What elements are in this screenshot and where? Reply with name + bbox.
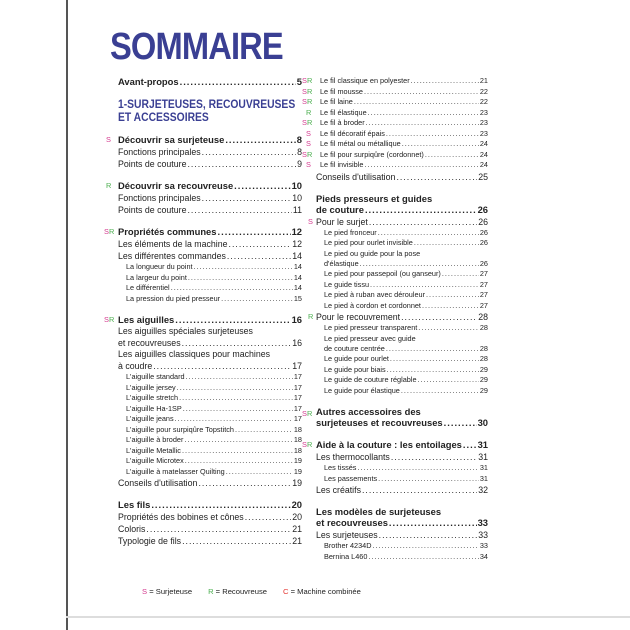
legend-item-recouvreuse: R = Recouvreuse [208,587,267,596]
toc-subentry[interactable]: Le pied à ruban avec dérouleur ..... 27 [316,290,488,301]
page-bottom-edge [66,616,630,618]
toc-subentry[interactable]: Bernina L460 ..... 34 [316,552,488,563]
tag-badge: SR [302,118,313,127]
toc-subentry[interactable]: S Le fil décoratif épais ..... 23 [316,129,488,140]
tag-badge: SR [302,76,313,85]
toc-entry[interactable]: Points de couture ..... 9 [118,158,302,170]
toc-entry[interactable]: et recouvreuses ..... 33 [316,517,488,529]
toc-subentry[interactable]: SR Le fil mousse ..... 22 [316,87,488,98]
toc-subentry[interactable]: Le pied pour ourlet invisible ..... 26 [316,238,488,249]
toc-subentry[interactable]: L'aiguille jersey ..... 17 [118,383,302,394]
toc-subentry[interactable]: SR Le fil classique en polyester ..... 21 [316,76,488,87]
toc-entry[interactable]: de couture ..... 26 [316,204,488,216]
tag-badge: S [306,139,311,148]
toc-subentry[interactable]: S Le fil métal ou métallique ..... 24 [316,139,488,150]
toc-entry[interactable]: Fonctions principales ..... 10 [118,192,302,204]
toc-entry[interactable]: Les éléments de la machine ..... 12 [118,238,302,250]
toc-subentry[interactable]: La pression du pied presseur ..... 15 [118,294,302,305]
tag-badge: SR [302,440,313,449]
toc-subentry[interactable]: SR Le fil laine ..... 22 [316,97,488,108]
toc-subentry[interactable]: L'aiguille Ha-1SP ..... 17 [118,404,302,415]
tag-badge: SR [302,409,313,418]
toc-subentry[interactable]: Le guide de couture réglable ..... 29 [316,375,488,386]
toc-entry-line: SR Autres accessoires des [302,406,421,418]
toc-entry[interactable]: S Pour le surjet ..... 26 [316,216,488,228]
toc-subentry[interactable]: L'aiguille pour surpiqûre Topstitch ..... 18 [118,425,302,436]
legend-item-surjeteuse: S = Surjeteuse [142,587,193,596]
toc-entry-line: Les modèles de surjeteuses [316,506,442,517]
tag-badge: R [106,181,112,190]
toc-subentry[interactable]: Le guide tissu ..... 27 [316,280,488,291]
toc-subentry[interactable]: de couture centrée ..... 28 [316,344,488,355]
toc-subentry[interactable]: d'élastique ..... 26 [316,259,488,270]
toc-entry[interactable]: SR Les aiguilles ..... 16 [118,314,302,326]
toc-entry-line: Les aiguilles spéciales surjeteuses [118,326,253,336]
toc-left-column [104,76,302,547]
tag-badge: S [306,128,311,138]
tag-badge: SR [302,97,313,106]
toc-entry[interactable]: surjeteuses et recouvreuses ..... 30 [316,417,488,429]
toc-entry[interactable]: Conseils d'utilisation ..... 25 [316,171,488,183]
toc-subentry[interactable]: La largeur du point ..... 14 [118,273,302,284]
toc-subentry[interactable]: Brother 4234D ..... 33 [316,541,488,552]
toc-entry-line: Le pied ou guide pour la pose [324,248,421,258]
toc-entry[interactable]: Les fils ..... 20 [118,499,302,511]
page-title: SOMMAIRE [110,26,283,68]
toc-subentry[interactable]: SR Le fil à broder ..... 23 [316,118,488,129]
tag-badge: R [308,312,314,321]
toc-subentry[interactable]: Le pied presseur transparent ..... 28 [316,323,488,334]
toc-entry[interactable]: SR Propriétés communes ..... 12 [118,226,302,238]
toc-entry[interactable]: Typologie de fils ..... 21 [118,535,302,547]
toc-subentry[interactable]: Le pied pour passepoil (ou ganseur) ..... 27 [316,269,488,280]
toc-subentry[interactable]: L'aiguille jeans ..... 17 [118,414,302,425]
toc-subentry[interactable]: Le guide pour ourlet ..... 28 [316,354,488,365]
tag-badge: S [306,160,311,169]
toc-entry[interactable]: Conseils d'utilisation ..... 19 [118,477,302,489]
toc-entry[interactable]: Coloris ..... 21 [118,523,302,535]
tag-badge: SR [302,149,313,159]
toc-subentry[interactable]: Les tissés ..... 31 [316,463,488,474]
toc-entry[interactable]: Fonctions principales ..... 8 [118,146,302,158]
toc-entry[interactable]: et recouvreuses ..... 16 [118,337,302,349]
tag-badge: S [106,135,111,144]
toc-entry[interactable]: Points de couture ..... 11 [118,204,302,216]
toc-right-column [302,76,488,562]
tag-badge: S [308,216,313,226]
toc-entry[interactable]: Les créatifs ..... 32 [316,484,488,496]
toc-entry[interactable]: Propriétés des bobines et cônes ..... 20 [118,511,302,523]
legend-item-combinee: C = Machine combinée [282,587,361,596]
toc-subentry[interactable]: Le différentiel ..... 14 [118,283,302,294]
tag-badge: SR [302,86,313,96]
legend [142,587,361,596]
toc-subentry[interactable]: Le pied à cordon et cordonnet ..... 27 [316,301,488,312]
toc-subentry[interactable]: Le pied fronceur ..... 26 [316,228,488,239]
tag-badge: SR [104,227,115,236]
toc-subentry[interactable]: L'aiguille stretch ..... 17 [118,393,302,404]
toc-subentry[interactable]: S Le fil invisible ..... 24 [316,160,488,171]
toc-entry-line: Les aiguilles classiques pour machines [118,349,271,359]
toc-subentry[interactable]: L'aiguille à broder ..... 18 [118,435,302,446]
toc-subentry[interactable]: L'aiguille Metallic ..... 18 [118,446,302,457]
section-heading: 1-SURJETEUSES, RECOUVREUSES ET ACCESSOIRES [118,97,296,124]
toc-entry[interactable]: S Découvrir sa surjeteuse ..... 8 [118,134,302,146]
toc-subentry[interactable]: Le guide pour biais ..... 29 [316,365,488,376]
toc-subentry[interactable]: L'aiguille standard ..... 17 [118,372,302,383]
toc-entry[interactable]: R Découvrir sa recouvreuse ..... 10 [118,180,302,192]
toc-subentry[interactable]: Les passements ..... 31 [316,474,488,485]
toc-entry-line: Le pied presseur avec guide [324,333,416,343]
book-spine-line [66,0,68,630]
toc-entry[interactable]: Avant-propos ..... 5 [118,76,302,88]
tag-badge: R [306,107,312,117]
toc-entry[interactable]: Les surjeteuses ..... 33 [316,529,488,541]
toc-subentry[interactable]: L'aiguille à matelasser Quilting ..... 19 [118,467,302,478]
toc-subentry[interactable]: R Le fil élastique ..... 23 [316,108,488,119]
toc-entry[interactable]: à coudre ..... 17 [118,360,302,372]
toc-subentry[interactable]: L'aiguille Microtex ..... 19 [118,456,302,467]
toc-entry[interactable]: Les thermocollants ..... 31 [316,451,488,463]
toc-subentry[interactable]: Le guide pour élastique ..... 29 [316,386,488,397]
toc-entry[interactable]: Les différentes commandes ..... 14 [118,250,302,262]
toc-subentry[interactable]: SR Le fil pour surpiqûre (cordonnet) ..... 24 [316,150,488,161]
toc-entry[interactable]: R Pour le recouvrement ..... 28 [316,311,488,323]
toc-entry[interactable]: SR Aide à la couture : les entoilages ..... 31 [316,439,488,451]
toc-entry-line: Pieds presseurs et guides [316,192,433,204]
toc-subentry[interactable]: La longueur du point ..... 14 [118,262,302,273]
tag-badge: SR [104,315,115,324]
